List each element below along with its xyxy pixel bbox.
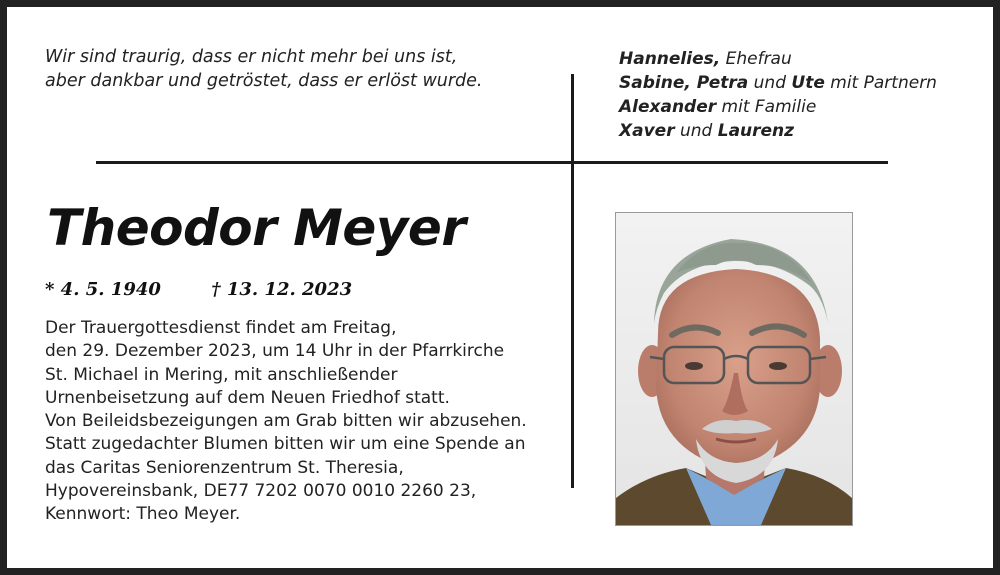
mourner-connector: und [674, 121, 718, 141]
mourner-wife [619, 47, 937, 71]
mourner-relation: Ehefrau [720, 49, 792, 69]
life-dates [45, 279, 352, 300]
mourner-name: Alexander [619, 97, 717, 117]
death-date: † 13. 12. 2023 [211, 279, 353, 300]
portrait-illustration [616, 213, 852, 525]
details-line: St. Michael in Mering, mit anschließender [45, 364, 398, 385]
details-line: Urnenbeisetzung auf dem Neuen Friedhof statt. [45, 387, 450, 408]
mourner-grandchildren [619, 119, 937, 143]
birth-date: * 4. 5. 1940 [45, 279, 161, 300]
mourner-name: Xaver [619, 121, 675, 141]
quote-line: aber dankbar und getröstet, dass er erlöst wurde. [45, 71, 483, 91]
portrait-photo [615, 212, 853, 526]
mourner-relation: mit Partnern [824, 73, 937, 93]
quote-line: Wir sind traurig, dass er nicht mehr bei uns ist, [45, 47, 458, 67]
deceased-name: Theodor Meyer [47, 199, 466, 257]
details-line: Von Beileidsbezeigungen am Grab bitten wir abzusehen. [45, 411, 527, 432]
details-line: Hypovereinsbank, DE77 7202 0070 0010 2260 23, [45, 481, 477, 502]
mourner-daughters [619, 71, 937, 95]
mourner-name: Ute [791, 73, 825, 93]
details-line: Statt zugedachter Blumen bitten wir um eine Spende an [45, 434, 526, 455]
mourner-son [619, 95, 937, 119]
details-line: Der Trauergottesdienst findet am Freitag, [45, 318, 397, 338]
service-details [45, 317, 527, 527]
mourner-name: Sabine, Petra [619, 73, 749, 93]
mourner-name: Laurenz [717, 121, 795, 141]
details-line: den 29. Dezember 2023, um 14 Uhr in der Pfarrkirche [45, 341, 505, 362]
mourner-relation: mit Familie [716, 97, 817, 117]
cross-horizontal-rule [96, 161, 888, 164]
memorial-quote [45, 45, 483, 93]
mourner-connector: und [748, 73, 792, 93]
details-line: das Caritas Seniorenzentrum St. Theresia, [45, 457, 404, 478]
cross-vertical-rule [571, 74, 574, 488]
mourner-name: Hannelies, [619, 49, 721, 69]
mourners-list [619, 47, 937, 143]
details-line: Kennwort: Theo Meyer. [45, 504, 241, 525]
